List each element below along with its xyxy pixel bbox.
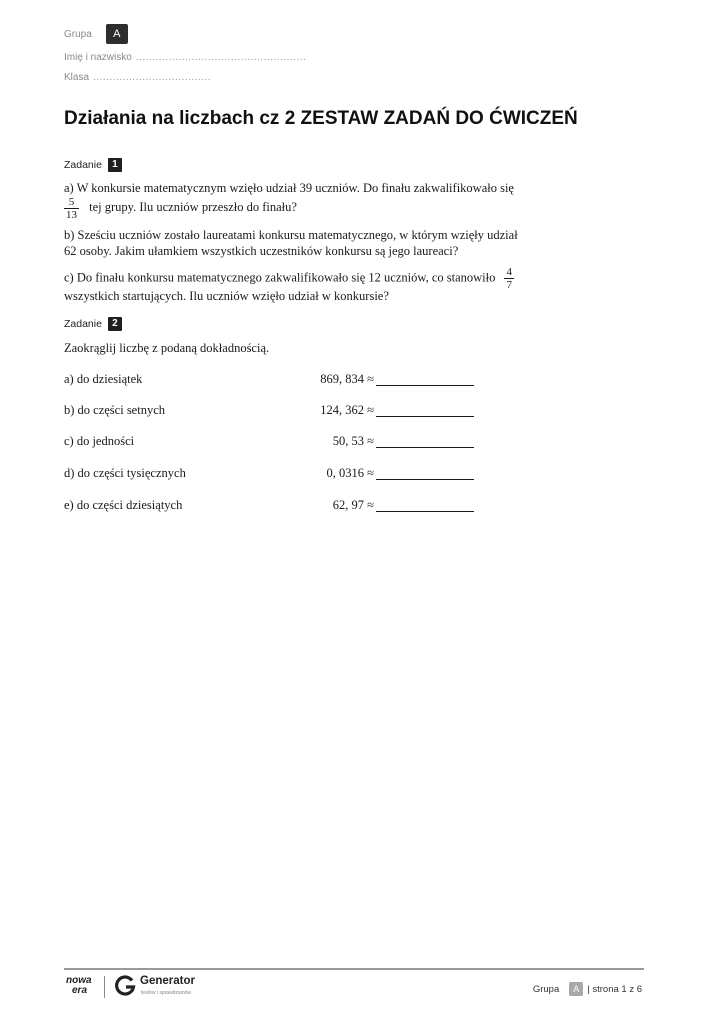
- group-badge: A: [106, 24, 128, 44]
- task2-label: Zadanie: [64, 318, 102, 330]
- class-row: [64, 72, 211, 83]
- task1-a-frac-numerator: 5: [68, 196, 75, 208]
- task2-header: [64, 317, 122, 331]
- footer-group-label: Grupa: [532, 983, 560, 995]
- task1-c-frac-denominator: 7: [506, 279, 512, 291]
- answer-blank[interactable]: [376, 511, 474, 512]
- task1-c-line1-row: [64, 266, 517, 291]
- class-dots: ....................................: [93, 72, 212, 83]
- task1-label: Zadanie: [64, 159, 102, 171]
- task1-header: [64, 158, 122, 172]
- rounding-label: c) do jedności: [64, 434, 135, 448]
- rounding-label: a) do dziesiątek: [64, 372, 143, 386]
- answer-blank[interactable]: [376, 385, 474, 386]
- footer-divider: [64, 968, 644, 970]
- answer-blank[interactable]: [376, 416, 474, 417]
- footer-group-badge: A: [569, 982, 583, 996]
- task1-number-badge: 1: [108, 158, 122, 172]
- task1-c-line2: wszystkich startujących. Ilu uczniów wzięło udział w konkursie?: [64, 289, 389, 303]
- generator-g-icon: [113, 974, 137, 998]
- footer-page-info: [533, 982, 642, 996]
- name-dots: ....................................................: [135, 52, 307, 63]
- page-title: Działania na liczbach cz 2 ZESTAW ZADAŃ DO ĆWICZEŃ: [64, 108, 578, 129]
- rounding-label: d) do części tysięcznych: [64, 466, 186, 480]
- task1-c-frac-numerator: 4: [506, 266, 512, 278]
- rounding-label: e) do części dziesiątych: [64, 498, 183, 512]
- rounding-value: 124, 362 ≈: [320, 403, 374, 417]
- name-label: Imię i nazwisko: [64, 52, 132, 63]
- rounding-row-e: [64, 498, 484, 516]
- task1-b-line2: 62 osoby. Jakim ułamkiem wszystkich uczestników konkursu są jego laureaci?: [64, 244, 459, 258]
- logo-text-bottom: era: [72, 985, 88, 996]
- task2-instruction: Zaokrąglij liczbę z podaną dokładnością.: [64, 341, 270, 355]
- group-row: [64, 24, 128, 44]
- generator-sublabel: testów i sprawdzianów: [141, 990, 192, 996]
- name-row: [64, 52, 306, 63]
- rounding-row-d: [64, 466, 484, 484]
- rounding-value: 50, 53 ≈: [332, 434, 374, 448]
- task1-a-fraction: [64, 196, 79, 221]
- answer-blank[interactable]: [376, 447, 474, 448]
- task1-c-fraction: [504, 266, 514, 291]
- footer-page-number: | strona 1 z 6: [587, 983, 642, 995]
- logo-separator: [104, 976, 105, 998]
- task1-c-line1: c) Do finału konkursu matematycznego zakwalifikowało się 12 uczniów, co stanowiło: [64, 270, 496, 285]
- task2-number-badge: 2: [108, 317, 122, 331]
- task1-a-line2-row: [64, 196, 297, 221]
- rounding-row-b: [64, 403, 484, 421]
- answer-blank[interactable]: [376, 479, 474, 480]
- rounding-value: 869, 834 ≈: [320, 372, 374, 386]
- rounding-value: 62, 97 ≈: [332, 498, 374, 512]
- rounding-label: b) do części setnych: [64, 403, 166, 417]
- task1-a-frac-denominator: 13: [66, 209, 77, 221]
- rounding-value: 0, 0316 ≈: [326, 466, 374, 480]
- task1-b-line1: b) Sześciu uczniów zostało laureatami konkursu matematycznego, w którym wzięły udział: [64, 228, 518, 242]
- rounding-row-a: [64, 372, 484, 390]
- rounding-row-c: [64, 434, 484, 452]
- group-label: Grupa: [64, 28, 92, 40]
- task1-a-line1: a) W konkursie matematycznym wzięło udział 39 uczniów. Do finału zakwalifikowało się: [64, 181, 514, 195]
- class-label: Klasa: [64, 72, 90, 83]
- logo-text-top: nowa: [66, 975, 92, 986]
- nowa-era-logo: [66, 976, 92, 996]
- generator-label: Generator: [140, 975, 195, 987]
- task1-a-line2: tej grupy. Ilu uczniów przeszło do finału?: [89, 200, 297, 215]
